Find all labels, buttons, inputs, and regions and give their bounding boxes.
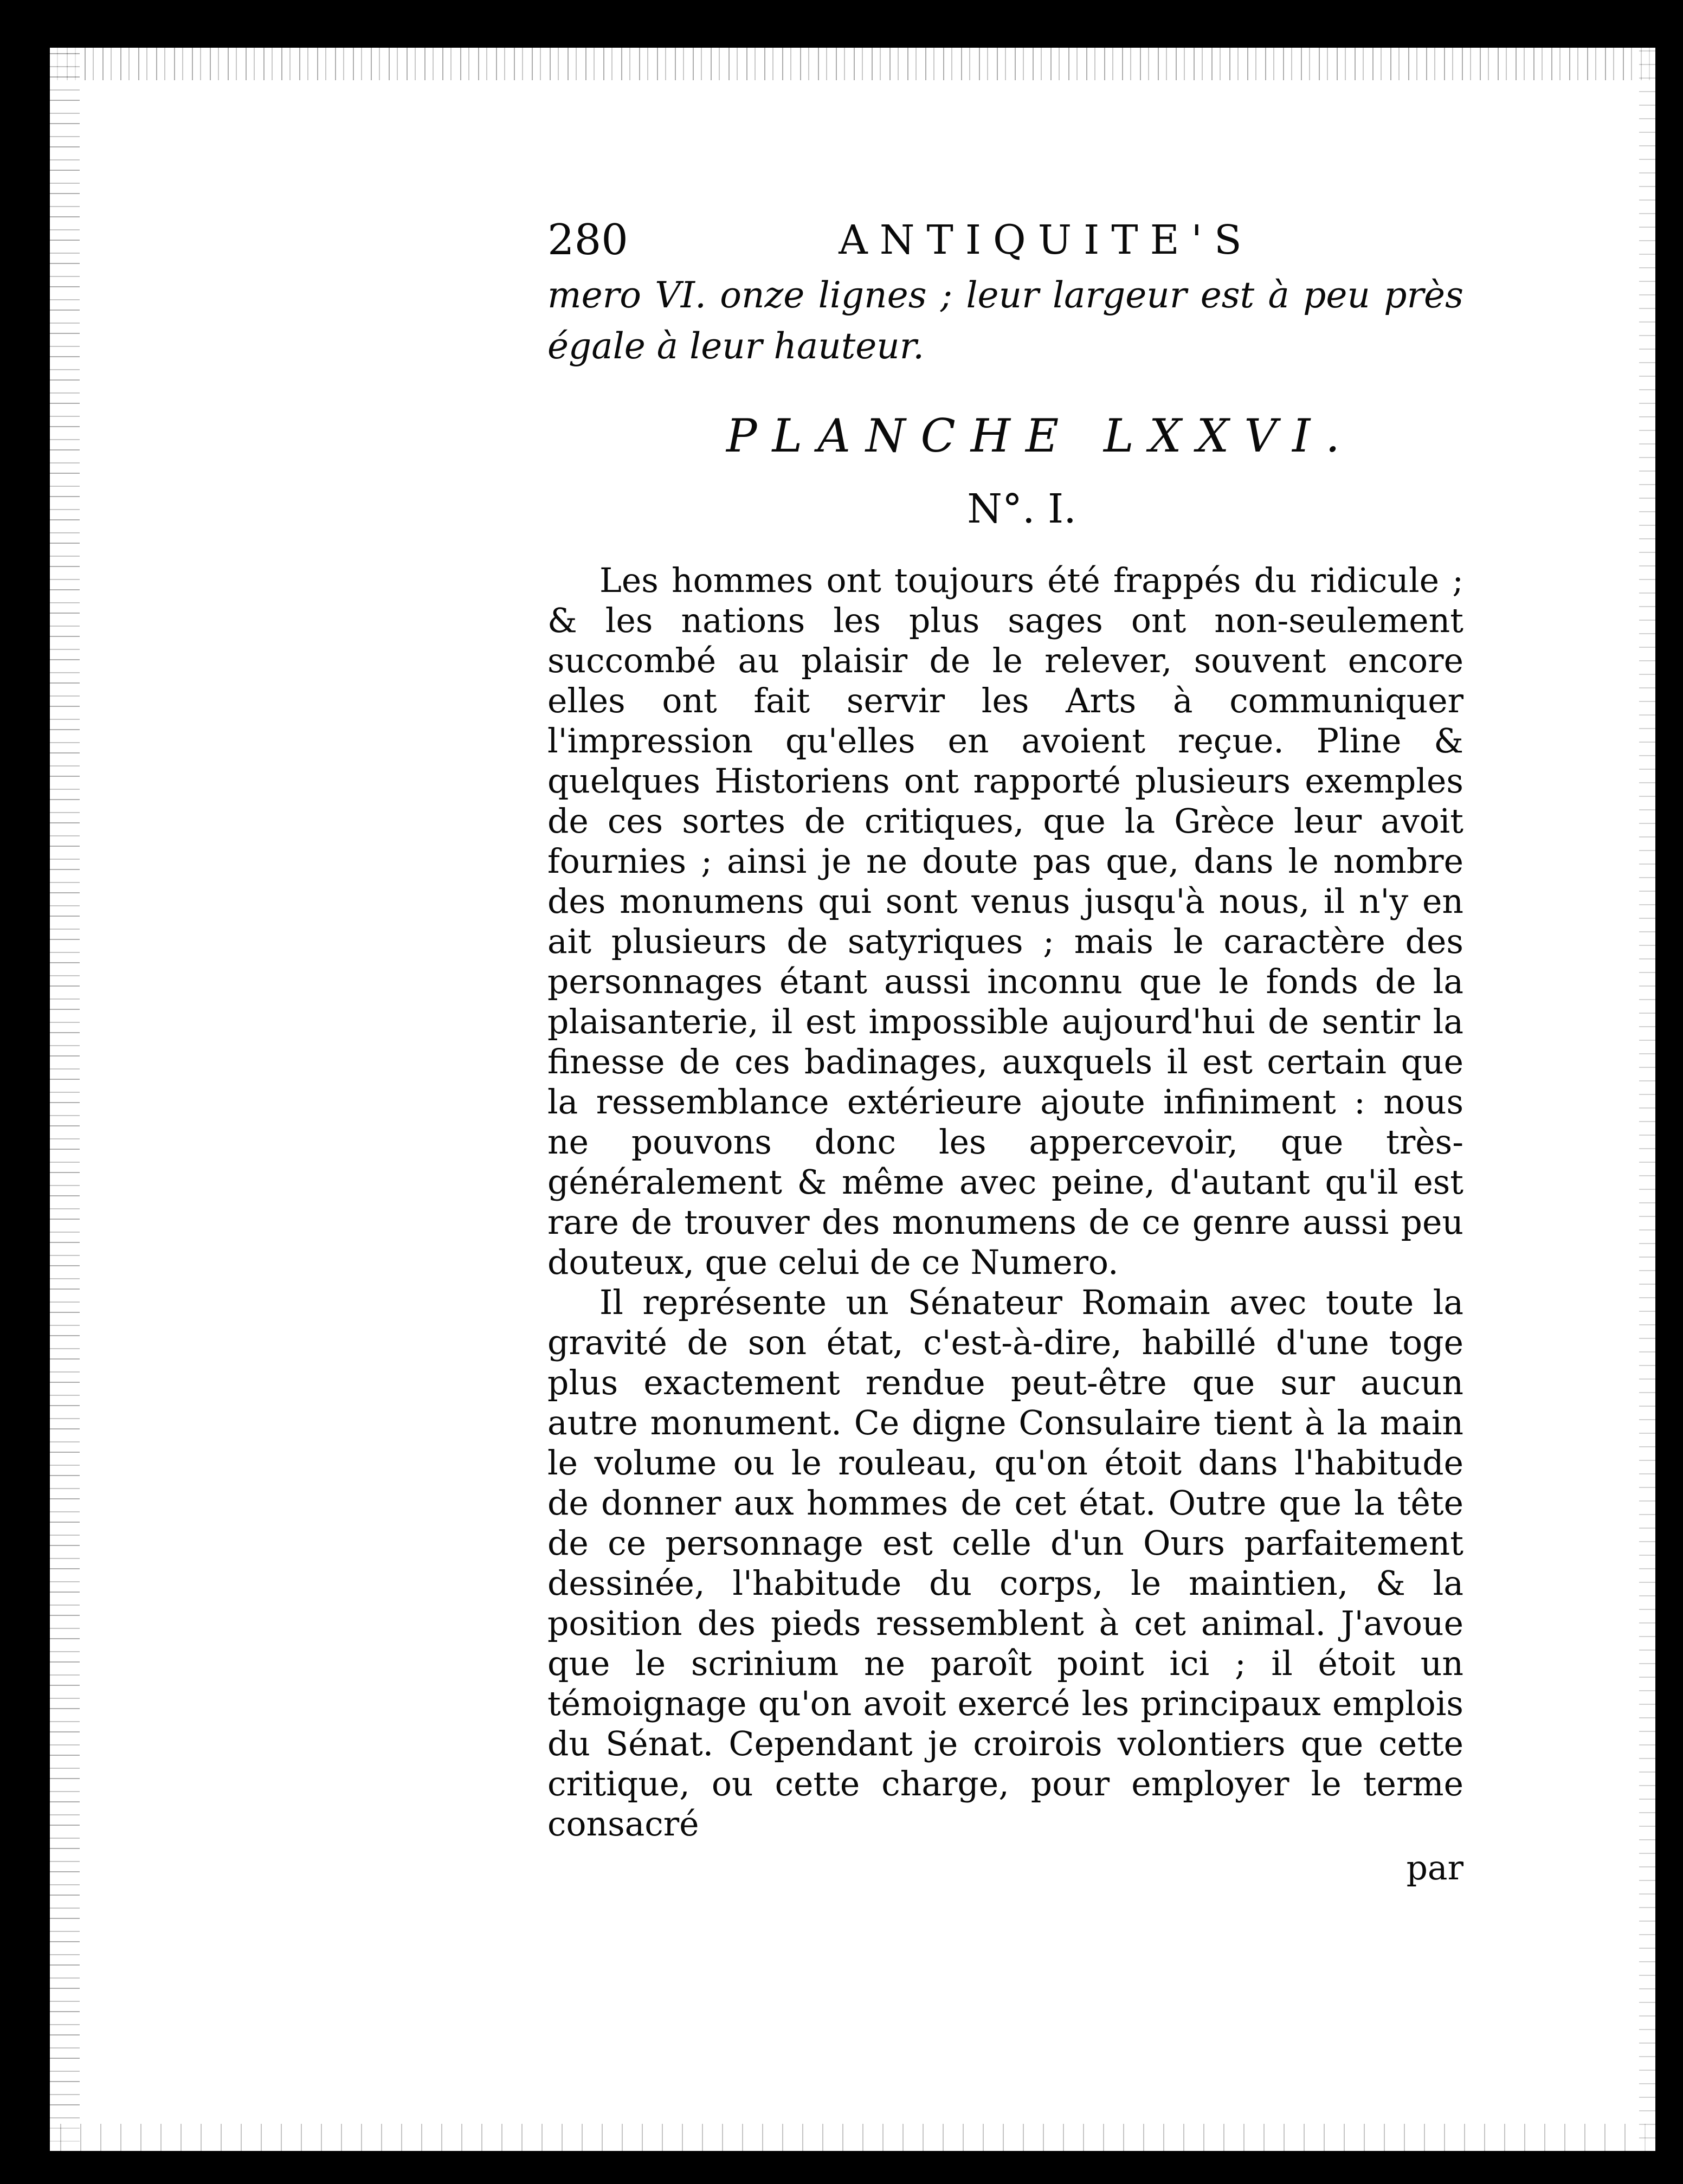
carry-over-text: mero VI. onze lignes ; leur largeur est à peu près égale à leur hauteur. bbox=[547, 274, 1463, 367]
book-page bbox=[50, 48, 1655, 2151]
running-title: ANTIQUITE'S bbox=[839, 217, 1254, 263]
text-block bbox=[547, 210, 1463, 1890]
paragraph-2: Il représente un Sénateur Romain avec toute la gravité de son état, c'est-à-dire, habillé d'une toge plus exactement rendue peut-être que sur aucun autre monument. Ce digne Consulaire tient à la main le volume ou le rouleau, qu'on étoit dans l'habitude de donner aux hommes de cet état. Outre que la tête de ce personnage est celle d'un Ours parfaitement dessinée, l'habitude du corps, le maintien, & la position des pieds ressemblent à cet animal. J'avoue que le scrinium ne paroît point ici ; il étoit un témoignage qu'on avoit exercé les principaux emplois du Sénat. Cependant je croirois volontiers que cette critique, ou cette charge, pour employer le terme consacré bbox=[547, 1283, 1463, 1844]
running-head bbox=[547, 210, 1463, 270]
plate-title: PLANCHE LXXVI. bbox=[726, 409, 1355, 462]
catchword: par bbox=[1406, 1848, 1463, 1887]
number-heading: N°. I. bbox=[967, 486, 1076, 532]
scan-noise-bottom bbox=[50, 2124, 1655, 2151]
paragraph-1: Les hommes ont toujours été frappés du ridicule ; & les nations les plus sages ont non-seulement succombé au plaisir de le relever, souvent encore elles ont fait servir les Arts à communiquer l'impression qu'elles en avoient reçue. Pline & quelques Historiens ont rapporté plusieurs exemples de ces sortes de critiques, que la Grèce leur avoit fournies ; ainsi je ne doute pas que, dans le nombre des monumens qui sont venus jusqu'à nous, il n'y en ait plusieurs de satyriques ; mais le caractère des personnages étant aussi inconnu que le fonds de la plaisanterie, il est impossible aujourd'hui de sentir la finesse de ces badinages, auxquels il est certain que la ressemblance extérieure ajoute infiniment : nous ne pouvons donc les appercevoir, que très-généralement & même avec peine, d'autant qu'il est rare de trouver des monumens de ce genre aussi peu douteux, que celui de ce Numero. bbox=[547, 561, 1463, 1282]
page-number: 280 bbox=[547, 216, 628, 265]
scan-noise-right bbox=[1639, 48, 1655, 2151]
scan-noise-top bbox=[50, 48, 1655, 80]
scan-noise-left bbox=[50, 48, 80, 2151]
